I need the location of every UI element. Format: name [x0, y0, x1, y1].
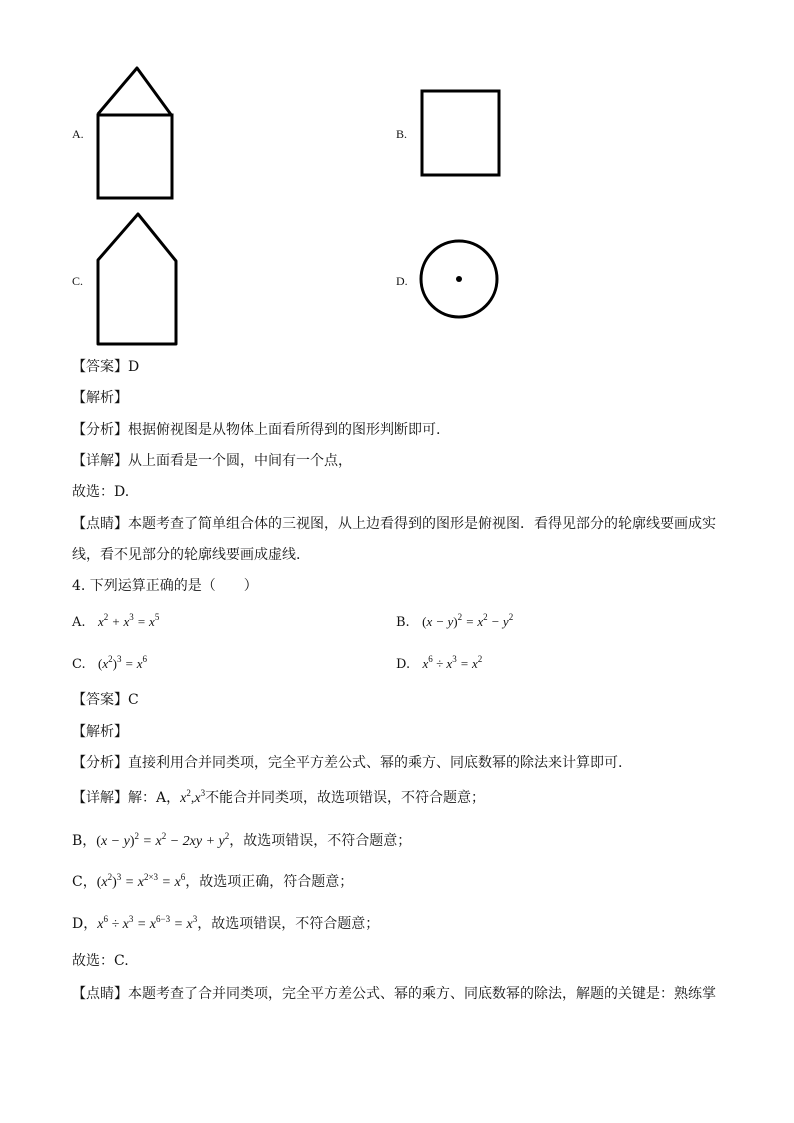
q3-xiangjie-line — [72, 451, 732, 471]
figure-option-a-label: A. — [72, 127, 84, 141]
q4-answer-line — [72, 690, 732, 710]
q4-detail-b-prefix: B， — [72, 833, 97, 849]
q4-choose-line: 故选：C. — [72, 953, 129, 969]
q4-answer-tag: 【答案】 — [72, 692, 128, 708]
q4-detail-d-formula: $x^6 \div x^3 = x^{6-3} = x^3$ — [97, 914, 198, 932]
q4-option-d — [396, 654, 482, 675]
q4-dianjing-text: 本题考查了合并同类项，完全平方差公式、幂的乘方、同底数幂的除法，解题的关键是：熟练掌 — [128, 986, 716, 1002]
q4-analysis-tag: 【解析】 — [72, 724, 128, 740]
q4-answer-value: C — [128, 692, 139, 708]
q3-dianjing-line-2: 线，看不见部分的轮廓线要画成虚线. — [72, 547, 301, 563]
q4-stem: 4. 下列运算正确的是（ ） — [72, 578, 258, 594]
q3-dianjing-text-1: 本题考查了简单组合体的三视图，从上边看得到的图形是俯视图．看得见部分的轮廓线要画成实 — [128, 516, 716, 532]
q4-detail-d-prefix: D， — [72, 916, 98, 932]
q4-option-a — [72, 612, 159, 633]
figure-option-d-circle — [416, 238, 504, 322]
q4-fenxi-text: 直接利用合并同类项，完全平方差公式、幂的乘方、同底数幂的除法来计算即可. — [128, 755, 623, 771]
q3-fenxi-text: 根据俯视图是从物体上面看所得到的图形判断即可. — [128, 422, 441, 438]
q4-option-b-label: B. — [396, 615, 410, 630]
figure-option-c-label: C. — [72, 274, 84, 288]
figure-option-c-pentagon — [90, 207, 185, 352]
q4-xiangjie-prefix: 解：A， — [128, 790, 181, 806]
q4-xiangjie-line — [72, 788, 732, 809]
q3-xiangjie-tag: 【详解】 — [72, 453, 128, 469]
q3-choose-line: 故选：D. — [72, 484, 130, 500]
q4-detail-c-line — [72, 872, 732, 893]
q4-option-c-label: C. — [72, 657, 86, 672]
q4-option-c-formula: $(x^2)^3 = x^6$ — [98, 654, 148, 671]
q4-detail-d-tail: ，故选项错误，不符合题意； — [197, 916, 380, 932]
q4-fenxi-line — [72, 753, 732, 773]
q4-option-d-label: D. — [396, 657, 411, 672]
q4-detail-d-line — [72, 914, 732, 935]
figure-option-a-house — [90, 60, 185, 205]
q3-fenxi-line — [72, 420, 732, 440]
q4-option-d-formula: $x^6 \div x^3 = x^2$ — [422, 654, 483, 671]
q3-answer-value: D — [128, 359, 140, 375]
q4-detail-c-tail: ，故选项正确，符合题意； — [185, 874, 354, 890]
q3-xiangjie-text: 从上面看是一个圆，中间有一个点， — [128, 453, 352, 469]
q4-fenxi-tag: 【分析】 — [72, 755, 128, 771]
q4-xiangjie-a-tail: 不能合并同类项，故选项错误，不符合题意； — [205, 790, 486, 806]
q4-dianjing-tag: 【点睛】 — [72, 986, 128, 1002]
figure-option-b-square — [416, 85, 506, 180]
figure-option-d-label: D. — [396, 274, 408, 288]
q4-option-a-formula: $x^2 + x^3 = x^5$ — [97, 612, 160, 629]
q3-dianjing-line-1 — [72, 514, 732, 534]
q4-option-b-formula: $(x - y)^2 = x^2 - y^2$ — [422, 612, 514, 629]
q3-dianjing-tag: 【点睛】 — [72, 516, 128, 532]
q4-detail-c-formula: $(x^2)^3 = x^{2\times 3} = x^6$ — [96, 872, 186, 890]
q4-xiangjie-a-formula: $x^2,x^3$ — [180, 788, 206, 806]
q3-fenxi-tag: 【分析】 — [72, 422, 128, 438]
q3-answer-tag: 【答案】 — [72, 359, 128, 375]
q3-analysis-tag: 【解析】 — [72, 390, 128, 406]
q4-detail-c-prefix: C， — [72, 874, 97, 890]
q4-detail-b-line — [72, 831, 732, 852]
q4-detail-b-tail: ，故选项错误，不符合题意； — [229, 833, 412, 849]
q4-xiangjie-tag: 【详解】 — [72, 790, 128, 806]
figure-option-b-label: B. — [396, 127, 408, 141]
q4-option-a-label: A. — [72, 615, 86, 630]
q4-detail-b-formula: $(x - y)^2 = x^2 - 2xy + y^2$ — [96, 831, 230, 849]
q4-option-b — [396, 612, 513, 633]
q4-option-c — [72, 654, 147, 675]
q4-dianjing-line — [72, 984, 732, 1004]
q3-answer-line — [72, 357, 732, 377]
